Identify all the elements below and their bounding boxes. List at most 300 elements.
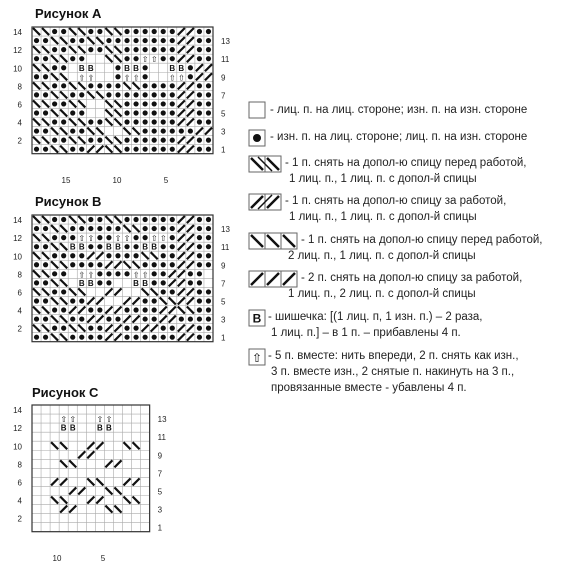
decrease-mark: ⇧	[150, 234, 158, 244]
purl-dot	[161, 280, 166, 285]
purl-dot	[70, 335, 75, 340]
decrease-mark: ⇧	[132, 73, 140, 83]
purl-dot	[161, 47, 166, 52]
purl-dot	[34, 74, 39, 79]
purl-dot	[97, 326, 102, 331]
purl-dot	[52, 83, 57, 88]
purl-dot	[70, 253, 75, 258]
decrease-mark: ⇧	[87, 270, 95, 280]
legend-symbol-knit-icon	[248, 101, 266, 119]
chart-c-title: Рисунок С	[32, 385, 99, 400]
purl-dot	[88, 335, 93, 340]
purl-dot	[152, 119, 157, 124]
purl-dot	[152, 92, 157, 97]
legend-symbol-bobble-icon	[248, 309, 266, 327]
row-number-left: 2	[17, 324, 22, 334]
purl-dot	[88, 217, 93, 222]
purl-dot	[197, 298, 202, 303]
decrease-mark: ⇧	[105, 415, 113, 425]
purl-dot	[61, 29, 66, 34]
purl-dot	[124, 335, 129, 340]
purl-dot	[79, 335, 84, 340]
purl-dot	[70, 262, 75, 267]
row-number-right: 11	[221, 243, 230, 253]
purl-dot	[115, 38, 120, 43]
purl-dot	[161, 128, 166, 133]
decrease-mark: ⇧	[78, 234, 86, 244]
legend-text-cross-right-3: - 2 п. снять на допол-ю спицу за работой, 1 лиц. п., 2 лиц. п. с допол-й спицы	[288, 272, 523, 300]
row-number-right: 3	[221, 127, 226, 137]
purl-dot	[97, 271, 102, 276]
purl-dot	[143, 119, 148, 124]
purl-dot	[61, 307, 66, 312]
purl-dot	[79, 56, 84, 61]
purl-dot	[152, 29, 157, 34]
chart-a-grid	[32, 27, 213, 154]
purl-dot	[161, 56, 166, 61]
purl-dot	[70, 298, 75, 303]
row-number-left: 8	[17, 270, 22, 280]
purl-dot	[152, 271, 157, 276]
row-number-left: 8	[17, 82, 22, 92]
purl-dot	[197, 92, 202, 97]
bobble-mark: B	[178, 63, 185, 73]
decrease-mark: ⇧	[141, 55, 149, 65]
purl-dot	[206, 83, 211, 88]
purl-dot	[34, 92, 39, 97]
legend-symbol-decrease-icon	[248, 348, 266, 366]
row-number-right: 11	[221, 55, 230, 65]
purl-dot	[34, 244, 39, 249]
row-number-right: 5	[157, 487, 163, 497]
row-number-left: 4	[17, 306, 22, 316]
purl-dot	[106, 235, 111, 240]
purl-dot	[170, 83, 175, 88]
purl-dot	[52, 326, 57, 331]
purl-dot	[161, 92, 166, 97]
purl-dot	[206, 29, 211, 34]
purl-dot	[115, 92, 120, 97]
purl-dot	[43, 110, 48, 115]
purl-dot	[206, 92, 211, 97]
purl-dot	[188, 65, 193, 70]
purl-dot	[106, 280, 111, 285]
purl-dot	[206, 235, 211, 240]
purl-dot	[152, 307, 157, 312]
stitch-number-bottom: 5	[100, 554, 106, 563]
purl-dot	[152, 217, 157, 222]
purl-dot	[170, 147, 175, 152]
purl-dot	[170, 29, 175, 34]
purl-dot	[143, 217, 148, 222]
purl-dot	[79, 262, 84, 267]
purl-dot	[188, 271, 193, 276]
purl-dot	[170, 101, 175, 106]
purl-dot	[206, 316, 211, 321]
purl-dot	[152, 298, 157, 303]
legend-symbol-purl-icon	[248, 129, 266, 147]
purl-dot	[161, 262, 166, 267]
legend-text-bobble: - шишечка: [(1 лиц. п, 1 изн. п.) – 2 раза, 1 лиц. п.] – в 1 п. – прибавлены 4 п.	[268, 311, 483, 339]
row-number-left: 4	[17, 496, 22, 506]
bobble-mark: B	[142, 278, 149, 288]
purl-dot	[34, 110, 39, 115]
purl-dot	[206, 262, 211, 267]
purl-dot	[61, 65, 66, 70]
row-number-left: 10	[13, 64, 22, 74]
purl-dot	[133, 235, 138, 240]
purl-dot	[143, 65, 148, 70]
bobble-mark: B	[106, 242, 112, 252]
legend-text-decrease: - 5 п. вместе: нить впереди, 2 п. снять как изн., 3 п. вместе изн., 2 снятые п. накинуть на 3 п., провязанные вместе - убавлены 4 п.	[268, 350, 519, 394]
purl-dot	[133, 29, 138, 34]
purl-dot	[161, 271, 166, 276]
decrease-mark: ⇧	[251, 351, 263, 365]
purl-dot	[97, 217, 102, 222]
row-number-left: 6	[17, 288, 22, 298]
row-number-right: 3	[157, 505, 163, 515]
purl-dot	[97, 83, 102, 88]
purl-dot	[143, 83, 148, 88]
row-number-left: 8	[17, 460, 22, 470]
decrease-mark: ⇧	[123, 234, 131, 244]
purl-dot	[61, 235, 66, 240]
purl-dot	[97, 335, 102, 340]
decrease-mark: ⇧	[78, 73, 86, 83]
legend-text-cross-left-2: - 1 п. снять на допол-ю спицу перед работой, 1 лиц. п., 1 лиц. п. с допол-й спицы	[285, 157, 527, 185]
purl-dot	[133, 119, 138, 124]
purl-dot	[206, 326, 211, 331]
purl-dot	[152, 83, 157, 88]
decrease-mark: ⇧	[159, 234, 167, 244]
row-number-left: 2	[17, 136, 22, 146]
purl-dot	[79, 253, 84, 258]
purl-dot	[61, 101, 66, 106]
purl-dot	[197, 271, 202, 276]
purl-dot	[124, 56, 129, 61]
purl-dot	[143, 138, 148, 143]
purl-dot	[152, 128, 157, 133]
purl-dot	[206, 56, 211, 61]
row-number-left: 6	[17, 478, 22, 488]
purl-dot	[97, 244, 102, 249]
purl-dot	[197, 235, 202, 240]
purl-dot	[43, 262, 48, 267]
purl-dot	[79, 226, 84, 231]
bobble-mark: B	[87, 63, 94, 73]
bobble-mark: B	[78, 63, 85, 73]
row-number-right: 5	[221, 297, 226, 307]
purl-dot	[124, 92, 129, 97]
purl-dot	[197, 101, 202, 106]
purl-dot	[197, 38, 202, 43]
purl-dot	[179, 128, 184, 133]
purl-dot	[133, 147, 138, 152]
purl-dot	[161, 101, 166, 106]
row-number-left: 14	[13, 28, 22, 38]
purl-dot	[161, 289, 166, 294]
row-number-right: 7	[221, 279, 226, 289]
purl-dot	[197, 56, 202, 61]
purl-dot	[152, 262, 157, 267]
purl-dot	[52, 271, 57, 276]
purl-dot	[170, 138, 175, 143]
purl-dot	[170, 119, 175, 124]
knitting-charts	[0, 0, 245, 573]
purl-dot	[43, 244, 48, 249]
purl-dot	[152, 110, 157, 115]
purl-dot	[88, 138, 93, 143]
purl-dot	[197, 119, 202, 124]
purl-dot	[170, 47, 175, 52]
purl-dot	[34, 147, 39, 152]
chart-b-title: Рисунок В	[35, 194, 102, 209]
purl-dot	[124, 101, 129, 106]
purl-dot	[206, 253, 211, 258]
purl-dot	[88, 83, 93, 88]
purl-dot	[206, 244, 211, 249]
bobble-mark: B	[78, 242, 85, 252]
purl-dot	[188, 128, 193, 133]
purl-dot	[43, 316, 48, 321]
purl-dot	[79, 128, 84, 133]
purl-dot	[152, 316, 157, 321]
decrease-mark: ⇧	[132, 270, 140, 280]
purl-dot	[61, 138, 66, 143]
purl-dot	[97, 235, 102, 240]
purl-dot	[170, 244, 175, 249]
purl-dot	[124, 38, 129, 43]
bobble-mark: B	[78, 278, 85, 288]
purl-dot	[61, 119, 66, 124]
purl-dot	[88, 47, 93, 52]
row-number-right: 13	[157, 415, 167, 425]
purl-dot	[143, 235, 148, 240]
row-number-left: 12	[13, 46, 22, 56]
purl-dot	[106, 271, 111, 276]
purl-dot	[70, 235, 75, 240]
purl-dot	[197, 326, 202, 331]
purl-dot	[197, 335, 202, 340]
bobble-mark: B	[142, 242, 149, 252]
purl-dot	[52, 289, 57, 294]
purl-dot	[52, 29, 57, 34]
purl-dot	[61, 217, 66, 222]
row-number-right: 7	[221, 91, 226, 101]
purl-dot	[88, 119, 93, 124]
purl-dot	[43, 128, 48, 133]
row-number-left: 4	[17, 118, 22, 128]
row-number-right: 9	[157, 451, 163, 461]
purl-dot	[124, 29, 129, 34]
purl-dot	[206, 47, 211, 52]
row-number-right: 11	[157, 433, 166, 443]
purl-dot	[143, 335, 148, 340]
bobble-mark: B	[87, 278, 94, 288]
row-number-right: 13	[221, 37, 230, 47]
purl-dot	[70, 56, 75, 61]
purl-dot	[124, 138, 129, 143]
purl-dot	[52, 307, 57, 312]
purl-dot	[106, 253, 111, 258]
purl-dot	[106, 316, 111, 321]
row-number-right: 7	[157, 469, 163, 479]
purl-dot	[106, 83, 111, 88]
purl-dot	[133, 101, 138, 106]
purl-dot	[161, 38, 166, 43]
decrease-mark: ⇧	[123, 73, 131, 83]
row-number-left: 10	[13, 442, 22, 452]
purl-dot	[206, 298, 211, 303]
purl-dot	[188, 280, 193, 285]
purl-dot	[197, 280, 202, 285]
bobble-mark: B	[106, 423, 112, 433]
legend-symbol-cross-left-2-icon	[248, 155, 282, 173]
chart-c-grid	[32, 405, 150, 532]
purl-dot	[43, 298, 48, 303]
decrease-mark: ⇧	[177, 73, 185, 83]
decrease-mark: ⇧	[96, 415, 104, 425]
purl-dot	[170, 262, 175, 267]
purl-dot	[188, 74, 193, 79]
purl-dot	[124, 326, 129, 331]
purl-dot	[206, 289, 211, 294]
bobble-mark: B	[60, 423, 67, 433]
purl-dot	[161, 83, 166, 88]
purl-dot	[34, 280, 39, 285]
purl-dot	[133, 138, 138, 143]
purl-dot	[70, 38, 75, 43]
purl-dot	[43, 74, 48, 79]
purl-dot	[97, 262, 102, 267]
purl-dot	[143, 316, 148, 321]
purl-dot	[43, 38, 48, 43]
bobble-mark: B	[124, 63, 130, 73]
bobble-mark: B	[96, 423, 103, 433]
purl-dot	[206, 138, 211, 143]
decrease-mark: ⇧	[60, 415, 68, 425]
purl-dot	[79, 298, 84, 303]
purl-dot	[161, 217, 166, 222]
bobble-letter: B	[252, 311, 262, 326]
purl-dot	[161, 138, 166, 143]
purl-dot	[61, 47, 66, 52]
purl-dot	[206, 38, 211, 43]
purl-dot	[170, 289, 175, 294]
purl-dot	[52, 217, 57, 222]
purl-dot	[197, 262, 202, 267]
purl-dot	[43, 335, 48, 340]
purl-dot	[61, 289, 66, 294]
decrease-mark: ⇧	[87, 234, 95, 244]
purl-dot	[124, 217, 129, 222]
bobble-mark: B	[151, 242, 158, 252]
bobble-mark: B	[69, 423, 76, 433]
purl-dot	[143, 110, 148, 115]
purl-dot	[179, 316, 184, 321]
decrease-mark: ⇧	[78, 270, 86, 280]
purl-dot	[152, 101, 157, 106]
purl-dot	[70, 110, 75, 115]
decrease-mark: ⇧	[141, 270, 149, 280]
purl-dot	[170, 128, 175, 133]
purl-dot	[170, 226, 175, 231]
purl-dot	[34, 298, 39, 303]
row-number-left: 6	[17, 100, 22, 110]
purl-dot	[197, 83, 202, 88]
purl-dot	[152, 335, 157, 340]
bobble-mark: B	[169, 63, 176, 73]
purl-dot	[161, 147, 166, 152]
purl-dot	[197, 307, 202, 312]
purl-dot	[124, 110, 129, 115]
purl-dot	[115, 83, 120, 88]
bobble-mark: B	[133, 278, 139, 288]
purl-dot	[52, 65, 57, 70]
purl-dot	[161, 110, 166, 115]
legend-text-cross-left-3: - 1 п. снять на допол-ю спицу перед работой, 2 лиц. п., 1 лиц. п. с допол-й спицы	[288, 234, 543, 262]
purl-dot	[61, 326, 66, 331]
purl-dot	[52, 138, 57, 143]
purl-dot	[79, 316, 84, 321]
purl-dot	[79, 110, 84, 115]
purl-dot	[170, 335, 175, 340]
purl-dot	[88, 29, 93, 34]
legend-symbol-cross-right-2-icon	[248, 193, 282, 211]
purl-dot	[152, 38, 157, 43]
purl-dot	[206, 226, 211, 231]
purl-dot	[97, 47, 102, 52]
purl-dot	[70, 128, 75, 133]
purl-dot	[197, 316, 202, 321]
purl-dot	[143, 47, 148, 52]
purl-dot	[161, 335, 166, 340]
purl-dot	[170, 217, 175, 222]
purl-dot	[143, 101, 148, 106]
purl-dot	[106, 38, 111, 43]
purl-dot	[197, 289, 202, 294]
purl-dot	[61, 83, 66, 88]
purl-dot	[143, 226, 148, 231]
purl-dot	[97, 138, 102, 143]
purl-dot	[124, 307, 129, 312]
purl-dot	[161, 326, 166, 331]
bobble-mark: B	[133, 63, 139, 73]
stitch-number-bottom: 5	[163, 176, 169, 185]
purl-dot	[133, 217, 138, 222]
purl-dot	[115, 271, 120, 276]
purl-dot	[52, 47, 57, 52]
purl-dot	[133, 307, 138, 312]
purl-dot	[143, 38, 148, 43]
purl-dot	[170, 110, 175, 115]
purl-dot	[161, 29, 166, 34]
purl-dot	[43, 147, 48, 152]
decrease-mark: ⇧	[69, 415, 77, 425]
purl-dot	[206, 110, 211, 115]
row-number-right: 9	[221, 73, 226, 83]
row-number-left: 2	[17, 514, 22, 524]
purl-dot	[34, 56, 39, 61]
legend-text-purl: - изн. п. на лиц. стороне; лиц. п. на изн. стороне	[270, 131, 528, 143]
purl-dot	[143, 262, 148, 267]
purl-dot	[197, 217, 202, 222]
purl-dot	[52, 101, 57, 106]
purl-dot	[161, 253, 166, 258]
purl-dot	[88, 244, 93, 249]
purl-dot	[43, 226, 48, 231]
purl-dot	[70, 147, 75, 152]
